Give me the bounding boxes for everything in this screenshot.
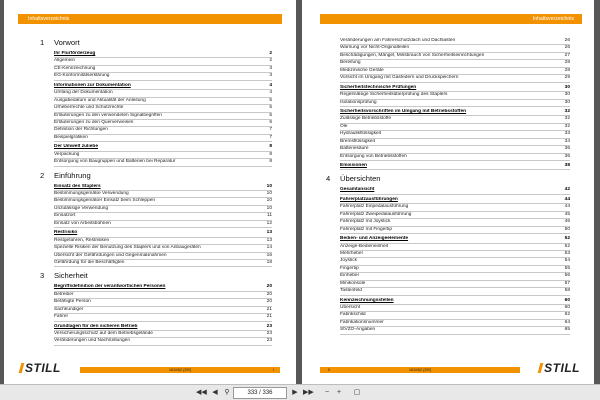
toc-entry-label: Einsatz von Arbeitsbühnen — [54, 220, 111, 226]
toc-entry-page: 4 — [269, 82, 272, 88]
toc-section-row[interactable] — [340, 163, 570, 170]
toc-entry-page: 5 — [269, 105, 272, 111]
toc-entry-label: Vorsicht im Umgang mit Gasfedern und Druckspeichern — [340, 75, 459, 81]
toc-entry-label: Übersicht der Gefährdungen und Gegenmaßnahmen — [54, 252, 167, 258]
chapter-number: 3 — [40, 271, 45, 281]
toc-entry-row[interactable] — [340, 288, 570, 295]
toc-entry-row[interactable] — [340, 204, 570, 211]
toc-entry-label: Bereifung — [340, 60, 361, 66]
toc-entry-label: Warnung vor Nicht-Originalteilen — [340, 45, 410, 51]
toc-entry-label: Betreiber — [54, 291, 74, 297]
toc-entry-page: 8 — [269, 159, 272, 165]
toc-entry-page: 20 — [266, 291, 272, 297]
toc-entry-page: 45 — [564, 211, 570, 217]
toc-entry-label: Hydraulikflüssigkeit — [340, 131, 382, 137]
chapter-heading — [326, 174, 570, 187]
toc-entry-page: 3 — [269, 73, 272, 79]
toc-entry-row[interactable] — [54, 127, 272, 134]
toc-entry-row[interactable] — [54, 191, 272, 198]
toc-entry-page: 54 — [564, 258, 570, 264]
toc-entry-row[interactable] — [54, 307, 272, 314]
toc-entry-row[interactable] — [54, 338, 272, 345]
toc-entry-row[interactable] — [54, 221, 272, 228]
toc-entry-row[interactable] — [340, 219, 570, 226]
toc-entry-row[interactable] — [340, 154, 570, 161]
toc-entry-page: 10 — [266, 191, 272, 196]
toc-entry-label: Restgefahren, Restrisiken — [54, 237, 110, 243]
toc-entry-label: EG-Konformitätserklärung — [54, 73, 110, 79]
toc-section-row[interactable] — [54, 284, 272, 291]
toc-entry-row[interactable] — [54, 152, 272, 159]
toc-entry-row[interactable] — [340, 53, 570, 60]
toc-entry-label: Sachkundiger — [54, 306, 84, 312]
chapter-number: 4 — [326, 174, 331, 184]
toc-entry-row[interactable] — [340, 131, 570, 138]
toc-entry-page: 10 — [266, 183, 272, 189]
footer-page-number: II — [328, 367, 331, 372]
toc-entry-page: 30 — [564, 92, 570, 98]
page-header: Inhaltsverzeichnis — [18, 14, 282, 24]
chapter-title: Vorwort — [54, 38, 80, 47]
toc-entry-row[interactable] — [340, 92, 570, 99]
toc-entry-row[interactable] — [54, 314, 272, 321]
prev-page-icon[interactable]: ◀ — [212, 389, 218, 396]
chapter-number: 2 — [40, 170, 45, 180]
toc-entry-row[interactable] — [340, 68, 570, 75]
toc-entry-label: Unzulässige Verwendung — [54, 205, 109, 211]
toc-entry-page: 60 — [564, 305, 570, 310]
page-header: Inhaltsverzeichnis — [320, 14, 582, 24]
toc-entry-label: Bedien- und Anzeigeelemente — [340, 236, 409, 242]
toc-entry-label: Bestimmungsgemäßer Einsatz beim Schleppen — [54, 198, 156, 204]
toc-entry-page: 30 — [564, 84, 570, 90]
toc-entry-page: 27 — [564, 52, 570, 58]
toc-entry-page: 2 — [269, 58, 272, 64]
toc-entry-page: 60 — [564, 297, 570, 303]
toc-entry-row[interactable] — [54, 73, 272, 80]
toc-section-row[interactable] — [340, 85, 570, 92]
toc-entry-label: CE-Kennzeichnung — [54, 65, 96, 71]
toc-section-row[interactable] — [54, 83, 272, 90]
toc-entry-row[interactable] — [54, 238, 272, 245]
toc-entry-label: Entsorgung von Betriebsstoffen — [340, 153, 407, 159]
toc-entry-page: 57 — [564, 280, 570, 286]
toc-entry-page: 36 — [564, 153, 570, 159]
page-footer — [320, 367, 520, 373]
toc-entry-label: Medizinische Geräte — [340, 67, 384, 73]
toc-entry-row[interactable] — [340, 38, 570, 45]
toc-section-row[interactable] — [54, 324, 272, 331]
toc-entry-row[interactable] — [340, 244, 570, 251]
chapter-heading — [40, 171, 272, 184]
left-page — [4, 0, 296, 385]
first-page-icon[interactable]: ◀◀ — [196, 389, 207, 396]
toc-entry-page: 32 — [564, 108, 570, 114]
toc-section-row[interactable] — [54, 144, 272, 151]
toc-entry-page: 12 — [266, 220, 272, 226]
toc-entry-label: Fahrerplatz Zweipedalausführung — [340, 211, 412, 217]
toc-entry-page: 62 — [564, 312, 570, 318]
still-logo — [539, 361, 580, 375]
toc-entry-row[interactable] — [54, 98, 272, 105]
logo-stripe-icon — [538, 363, 544, 373]
toc-entry-row[interactable] — [340, 146, 570, 153]
toc-entry-label: Fingertip — [340, 265, 359, 271]
toc-entry-page: 5 — [269, 97, 272, 103]
right-page — [302, 0, 594, 385]
toc-entry-row[interactable] — [54, 66, 272, 73]
toc-entry-row[interactable] — [340, 281, 570, 288]
toc-entry-row[interactable] — [54, 135, 272, 142]
toc-entry-page: 29 — [564, 75, 570, 81]
toc-left — [40, 38, 272, 346]
toc-entry-label: Veränderungen und Nachrüstungen — [54, 338, 131, 344]
toc-section-row[interactable] — [340, 197, 570, 204]
toc-entry-page: 58 — [564, 288, 570, 294]
toc-entry-page: 14 — [266, 245, 272, 251]
toc-entry-row[interactable] — [340, 124, 570, 131]
fit-page-icon[interactable]: ▢ — [353, 389, 361, 396]
toc-entry-row[interactable] — [54, 245, 272, 252]
footer-code: 163452 [DE] — [168, 367, 192, 372]
toc-entry-page: 7 — [269, 134, 272, 140]
toc-entry-label: Fahrerplatz Einpedalausführung — [340, 204, 409, 210]
toc-entry-row[interactable] — [340, 100, 570, 107]
toc-entry-label: Umfang der Dokumentation — [54, 90, 113, 96]
toc-entry-label: Zulässige Betriebsstoffe — [340, 116, 392, 122]
search-icon[interactable]: ⚲ — [224, 389, 230, 396]
toc-entry-page: 10 — [266, 205, 272, 211]
toc-entry-row[interactable] — [340, 320, 570, 327]
zoom-in-icon[interactable]: + — [336, 389, 342, 396]
toc-entry-page: 42 — [564, 187, 570, 193]
toc-entry-label: Kennzeichnungsstellen — [340, 297, 394, 303]
toc-entry-row[interactable] — [54, 120, 272, 127]
toc-entry-page: 7 — [269, 127, 272, 133]
toc-entry-label: Gesamtansicht — [340, 187, 375, 193]
chapter-number: 1 — [40, 38, 45, 47]
toc-entry-row[interactable] — [340, 227, 570, 234]
toc-entry-label: Allgemein — [54, 58, 76, 64]
toc-entry-label: Fahrerplatzausführungen — [340, 196, 398, 202]
toc-entry-page: 28 — [564, 60, 570, 66]
toc-entry-page: 50 — [564, 226, 570, 232]
toc-entry-page: 3 — [269, 65, 272, 71]
chapter-title: Sicherheit — [54, 271, 88, 281]
toc-entry-row[interactable] — [340, 327, 570, 334]
toc-entry-page: 8 — [269, 144, 272, 150]
toc-entry-row[interactable] — [54, 260, 272, 267]
toc-entry-row[interactable] — [54, 331, 272, 338]
chapter-title: Einführung — [54, 170, 91, 180]
toc-entry-page: 21 — [266, 314, 272, 320]
toc-entry-label: Ausgabedatum und Aktualität der Anleitung — [54, 97, 146, 103]
toc-entry-page: 26 — [564, 38, 570, 43]
toc-entry-row[interactable] — [54, 213, 272, 220]
toc-entry-row[interactable] — [340, 251, 570, 258]
toc-entry-label: Emissionen — [340, 163, 367, 168]
toc-entry-label: Ihr Flurförderzeug — [54, 51, 96, 56]
toc-entry-label: Erläuterungen zu den Querverweisen — [54, 119, 134, 125]
toc-entry-label: Gefährdung für die Beschäftigten — [54, 259, 125, 265]
toc-entry-label: Sicherheitsvorschriften im Umgang mit Betriebsstoffen — [340, 108, 467, 114]
toc-entry-label: Regelmäßige Sicherheitsüberprüfung des Staplers — [340, 92, 448, 98]
toc-entry-label: Verpackung — [54, 151, 80, 157]
toc-entry-page: 4 — [269, 90, 272, 96]
toc-entry-label: Übersicht — [340, 305, 361, 310]
page-indicator[interactable]: 333 / 336 — [233, 387, 287, 399]
toc-entry-row[interactable] — [340, 60, 570, 67]
toc-entry-page: 21 — [266, 306, 272, 312]
toc-entry-row[interactable] — [54, 198, 272, 205]
toc-entry-label: Isolationsprüfung — [340, 99, 377, 105]
toc-entry-page: 44 — [564, 204, 570, 210]
still-logo — [20, 361, 61, 375]
toc-entry-row[interactable] — [54, 105, 272, 112]
toc-entry-label: Batteriesäure — [340, 146, 369, 152]
toc-entry-label: Mehrhebel — [340, 250, 363, 256]
toc-entry-row[interactable] — [54, 159, 272, 166]
toc-entry-page: 10 — [266, 198, 272, 204]
toc-entry-label: Befähigte Person — [54, 299, 91, 305]
zoom-out-icon[interactable]: − — [324, 389, 330, 396]
chapter-heading — [40, 38, 272, 51]
toc-entry-label: Grundlagen für den sicheren Betrieb — [54, 323, 138, 329]
toc-entry-label: Minikonsole — [340, 280, 366, 286]
toc-entry-page: 55 — [564, 265, 570, 271]
toc-entry-page: 34 — [564, 138, 570, 144]
toc-entry-page: 44 — [564, 196, 570, 202]
toc-entry-row[interactable] — [54, 90, 272, 97]
footer-page-number: I — [272, 367, 274, 372]
toc-entry-label: Fabrikschild — [340, 312, 366, 318]
logo-text: STILL — [25, 361, 61, 375]
toc-entry-label: Entsorgung von Baugruppen und Batterien bei Reparatur — [54, 159, 176, 165]
toc-entry-page: 56 — [564, 273, 570, 279]
toc-entry-label: Einhebel — [340, 273, 359, 279]
chapter-heading — [40, 271, 272, 284]
toc-entry-label: Einsatz des Staplers — [54, 183, 101, 189]
toc-entry-page: 13 — [266, 230, 272, 236]
toc-section-row[interactable] — [340, 109, 570, 116]
toc-entry-page: 30 — [564, 99, 570, 105]
toc-entry-label: Der Umwelt zuliebe — [54, 144, 98, 150]
toc-entry-label: StVZO-Angaben — [340, 327, 376, 333]
toc-section-row[interactable] — [54, 184, 272, 191]
toc-entry-label: Beispielgrafiken — [54, 134, 88, 140]
toc-entry-row[interactable] — [54, 58, 272, 65]
toc-entry-row[interactable] — [340, 273, 570, 280]
toc-entry-page: 8 — [269, 151, 272, 157]
toc-entry-label: Informationen zur Dokumentation — [54, 82, 131, 88]
toc-entry-page: 5 — [269, 112, 272, 118]
toc-entry-label: Öle — [340, 123, 348, 129]
toc-entry-page: 32 — [564, 123, 570, 129]
toc-entry-label: Einsatzort — [54, 213, 76, 219]
toc-section-row[interactable] — [340, 187, 570, 194]
toc-entry-page: 53 — [564, 250, 570, 256]
toc-right — [326, 38, 570, 335]
toc-entry-label: Bestimmungsgemäße Verwendung — [54, 191, 129, 196]
toc-entry-label: Begriffsdefinition der verantwortlichen Personen — [54, 284, 166, 290]
toc-entry-label: Restrisiko — [54, 230, 78, 236]
toc-entry-page: 20 — [266, 299, 272, 305]
toc-entry-row[interactable] — [340, 312, 570, 319]
viewer-toolbar — [0, 384, 600, 400]
toc-entry-label: Urheberrechte und Schutzrechte — [54, 105, 124, 111]
toc-entry-page: 33 — [564, 131, 570, 137]
toc-entry-row[interactable] — [54, 206, 272, 213]
toc-entry-page: 52 — [564, 243, 570, 249]
toc-entry-label: Spezielle Risiken der Benutzung des Staplers und von Anbaugeräten — [54, 245, 201, 251]
toc-entry-page: 23 — [266, 338, 272, 344]
page-footer — [80, 367, 280, 373]
toc-entry-row[interactable] — [54, 299, 272, 306]
toc-entry-row[interactable] — [54, 253, 272, 260]
toc-entry-page: 64 — [564, 319, 570, 325]
toc-entry-page: 26 — [564, 45, 570, 51]
toc-entry-page: 13 — [266, 237, 272, 243]
logo-stripe-icon — [19, 363, 25, 373]
toc-entry-row[interactable] — [340, 75, 570, 82]
toc-entry-label: Erläuterungen zu den verwendeten Signalbegriffen — [54, 112, 162, 118]
toc-entry-page: 6 — [269, 119, 272, 125]
next-page-icon[interactable]: ▶ — [292, 389, 298, 396]
toc-entry-label: Fabrikationsnummer — [340, 319, 384, 325]
toc-entry-page: 36 — [564, 146, 570, 152]
toc-entry-label: Fahrer — [54, 314, 69, 320]
toc-entry-label: Joystick — [340, 258, 358, 264]
toc-section-row[interactable] — [340, 236, 570, 243]
toc-entry-label: Fahrerplatz mit Joystick — [340, 219, 391, 225]
toc-entry-page: 16 — [266, 252, 272, 258]
chapter-title: Übersichten — [340, 174, 381, 184]
toc-entry-page: 38 — [564, 163, 570, 168]
last-page-icon[interactable]: ▶▶ — [303, 389, 314, 396]
toc-entry-row[interactable] — [340, 212, 570, 219]
toc-entry-page: 23 — [266, 323, 272, 329]
toc-entry-label: Sicherheitstechnische Prüfungen — [340, 84, 417, 90]
toc-entry-row[interactable] — [340, 305, 570, 312]
logo-text: STILL — [544, 361, 580, 375]
toc-entry-row[interactable] — [340, 266, 570, 273]
toc-entry-label: Fahrerplatz mit Fingertip — [340, 226, 392, 232]
toc-entry-page: 28 — [564, 67, 570, 73]
toc-entry-label: Anzeige-Bedieneinheit — [340, 243, 389, 249]
toc-entry-page: 52 — [564, 236, 570, 242]
toc-entry-label: Definition der Richtungen — [54, 127, 108, 133]
toc-entry-label: Bremsflüssigkeit — [340, 138, 375, 144]
toc-section-row[interactable] — [54, 230, 272, 237]
toc-entry-page: 2 — [269, 51, 272, 56]
toc-entry-page: 18 — [266, 259, 272, 265]
toc-entry-label: Tastenfeld — [340, 288, 362, 294]
toc-entry-page: 20 — [266, 284, 272, 290]
toc-entry-page: 46 — [564, 219, 570, 225]
toc-entry-page: 11 — [267, 213, 272, 219]
toc-entry-row[interactable] — [340, 258, 570, 265]
toc-entry-page: 65 — [564, 327, 570, 333]
toc-entry-label: Beschädigungen, Mängel, Missbrauch von Sicherheitseinrichtungen — [340, 52, 485, 58]
toc-entry-label: Veränderungen am Fahrerschutzdach und Dachlasten — [340, 38, 456, 43]
footer-code: 163452 [DE] — [408, 367, 432, 372]
toc-entry-row[interactable] — [340, 45, 570, 52]
toc-entry-page: 32 — [564, 116, 570, 122]
toc-entry-page: 23 — [266, 331, 272, 336]
toc-entry-row[interactable] — [54, 113, 272, 120]
toc-section-row[interactable] — [340, 298, 570, 305]
toc-section-row[interactable] — [54, 51, 272, 58]
toc-entry-row[interactable] — [54, 292, 272, 299]
toc-entry-row[interactable] — [340, 116, 570, 123]
toc-entry-label: Versicherungsschutz auf dem Betriebsgelände — [54, 331, 153, 336]
toc-entry-row[interactable] — [340, 139, 570, 146]
